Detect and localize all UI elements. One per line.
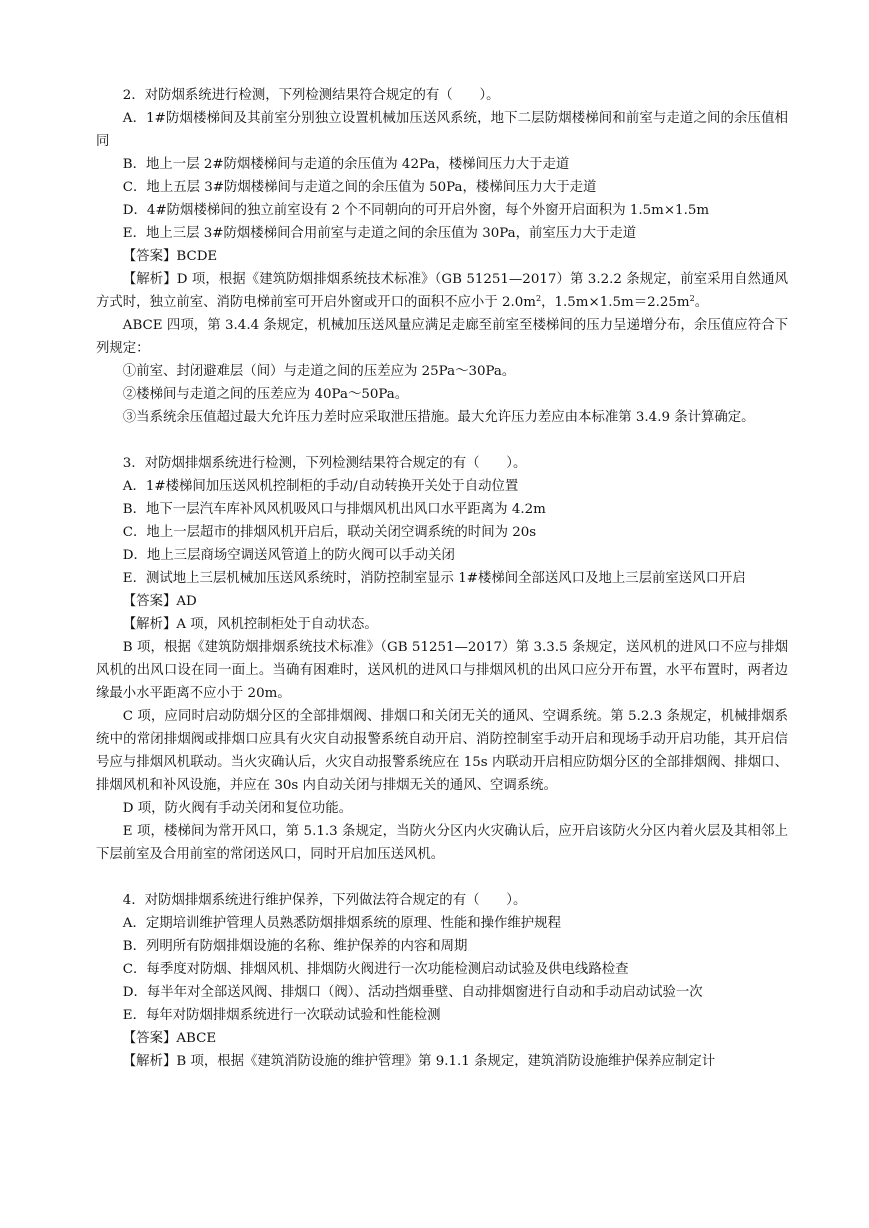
answer: 【答案】BCDE: [122, 249, 218, 264]
analysis-paragraph: 【解析】A 项，风机控制柜处于自动状态。: [122, 617, 378, 632]
option-c: C．地上五层 3#防烟楼梯间与走道之间的余压值为 50Pa，楼梯间压力大于走道: [122, 180, 597, 195]
question-2: [96, 84, 788, 429]
option-a: A．1#楼梯间加压送风机控制柜的手动/自动转换开关处于自动位置: [122, 479, 519, 494]
analysis-paragraph: ABCE 四项，第 3.4.4 条规定，机械加压送风量应满足走廊至前室至楼梯间的压力呈递增分布，余压值应符合下列规定：: [96, 318, 788, 356]
rule-item: ②楼梯间与走道之间的压差应为 40Pa～50Pa。: [122, 387, 409, 402]
option-e: E．测试地上三层机械加压送风系统时，消防控制室显示 1#楼梯间全部送风口及地上三层前室送风口开启: [122, 571, 746, 586]
option-e: E．地上三层 3#防烟楼梯间合用前室与走道之间的余压值为 30Pa，前室压力大于走道: [122, 226, 637, 241]
option-b: B．地上一层 2#防烟楼梯间与走道的余压值为 42Pa，楼梯间压力大于走道: [122, 157, 570, 172]
analysis-text: ，1.5m×1.5m＝2.25m: [541, 295, 690, 310]
analysis-paragraph: E 项，楼梯间为常开风口，第 5.1.3 条规定，当防火分区内火灾确认后，应开启该防火分区内着火层及其相邻上下层前室及合用前室的常闭送风口，同时开启加压送风机。: [96, 824, 788, 862]
question-stem: 4．对防烟排烟系统进行维护保养，下列做法符合规定的有（ ）。: [122, 893, 527, 908]
spacer: [96, 866, 788, 889]
option-a: A．定期培训维护管理人员熟悉防烟排烟系统的原理、性能和操作维护规程: [122, 916, 561, 931]
option-d: D．4#防烟楼梯间的独立前室设有 2 个不同朝向的可开启外窗，每个外窗开启面积为 1.5m×1.5m: [122, 203, 710, 218]
answer: 【答案】ABCE: [122, 1031, 217, 1046]
option-b: B．列明所有防烟排烟设施的名称、维护保养的内容和周期: [122, 939, 468, 954]
option-a: A．1#防烟楼梯间及其前室分别独立设置机械加压送风系统，地下二层防烟楼梯间和前室与走道之间的余压值相同: [96, 111, 788, 149]
analysis-paragraph: B 项，根据《建筑防烟排烟系统技术标准》（GB 51251—2017）第 3.3.5 条规定，送风机的进风口不应与排烟风机的出风口设在同一面上。当确有困难时，送风机的进风口与排烟风机的出风口应分开布置，水平布置时，两者边缘最小水平距离不应小于 20m。: [96, 640, 788, 701]
analysis-paragraph: C 项，应同时启动防烟分区的全部排烟阀、排烟口和关闭无关的通风、空调系统。第 5.2.3 条规定，机械排烟系统中的常闭排烟阀或排烟口应具有火灾自动报警系统自动开启、消防控制室手动开启和现场手动开启功能，其开启信号应与排烟风机联动。当火灾确认后，火灾自动报警系统应在 15s 内联动开启相应防烟分区的全部排烟阀、排烟口、排烟风机和补风设施，并应在 30s 内自动关闭与排烟无关的通风、空调系统。: [96, 709, 788, 793]
option-c: C．每季度对防烟、排烟风机、排烟防火阀进行一次功能检测启动试验及供电线路检查: [122, 962, 629, 977]
analysis-text: 【解析】D 项，根据《建筑防烟排烟系统技术标准》（GB 51251—2017）第 3.2.2 条规定，前室采用自然通风方式时，独立前室、消防电梯前室可开启外窗或开口的面积不应小于 2.0m: [96, 272, 788, 310]
option-b: B．地下一层汽车库补风风机吸风口与排烟风机出风口水平距离为 4.2m: [122, 502, 546, 517]
question-4: [96, 889, 788, 1073]
answer: 【答案】AD: [122, 594, 197, 609]
question-stem: 2．对防烟系统进行检测，下列检测结果符合规定的有（ ）。: [122, 88, 500, 103]
analysis-paragraph: 【解析】B 项，根据《建筑消防设施的维护管理》第 9.1.1 条规定，建筑消防设施维护保养应制定计: [122, 1054, 716, 1069]
rule-item: ①前室、封闭避难层（间）与走道之间的压差应为 25Pa～30Pa。: [122, 364, 516, 379]
rule-item: ③当系统余压值超过最大允许压力差时应采取泄压措施。最大允许压力差应由本标准第 3.4.9 条计算确定。: [122, 410, 755, 425]
analysis-paragraph: D 项，防火阀有手动关闭和复位功能。: [122, 801, 353, 816]
superscript: 2: [689, 294, 695, 304]
analysis: [96, 268, 788, 314]
option-d: D．地上三层商场空调送风管道上的防火阀可以手动关闭: [122, 548, 455, 563]
question-stem: 3．对防烟排烟系统进行检测，下列检测结果符合规定的有（ ）。: [122, 456, 527, 471]
spacer: [96, 429, 788, 452]
option-e: E．每年对防烟排烟系统进行一次联动试验和性能检测: [122, 1008, 441, 1023]
option-c: C．地上一层超市的排烟风机开启后，联动关闭空调系统的时间为 20s: [122, 525, 537, 540]
question-3: [96, 452, 788, 866]
superscript: 2: [535, 294, 542, 304]
document-page: [96, 84, 788, 1073]
analysis-text: 。: [694, 295, 709, 310]
option-d: D．每半年对全部送风阀、排烟口（阀）、活动挡烟垂壁、自动排烟窗进行自动和手动启动试验一次: [122, 985, 703, 1000]
